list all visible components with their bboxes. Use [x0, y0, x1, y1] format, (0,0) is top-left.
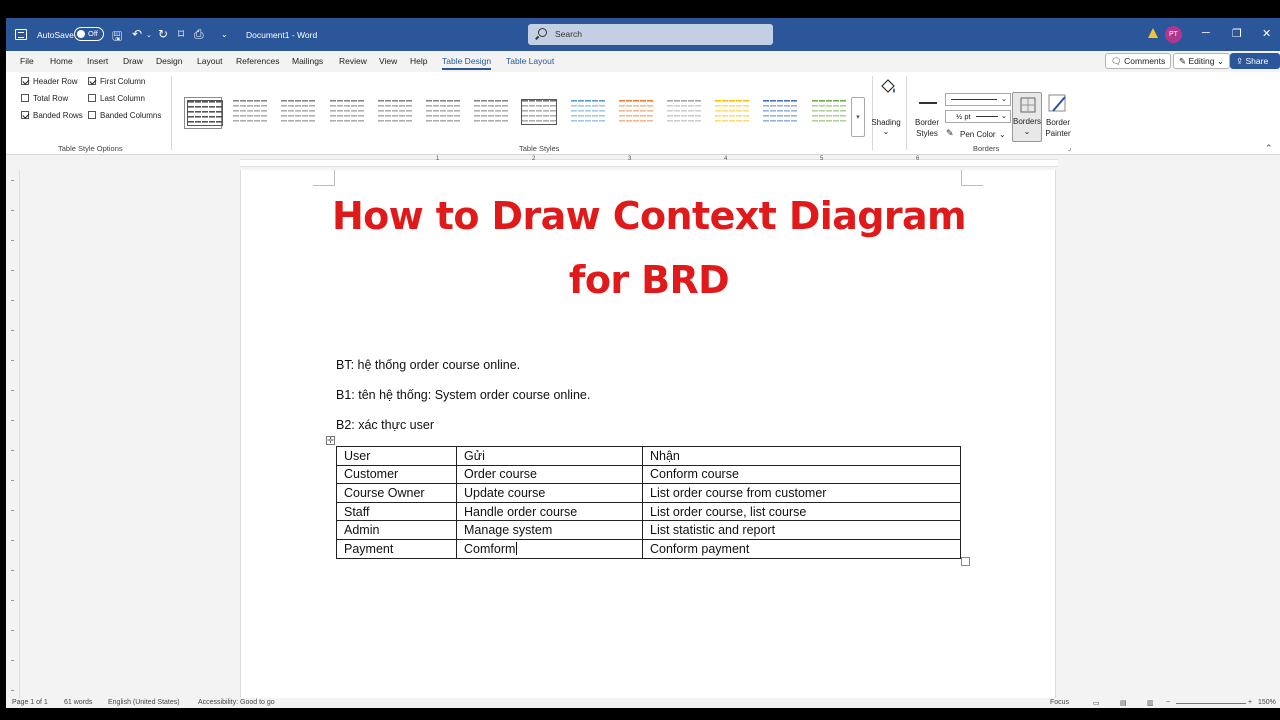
zoom-slider[interactable]: [1176, 703, 1246, 704]
ruler-tick: [11, 510, 14, 511]
table-cell[interactable]: Manage system: [457, 521, 643, 540]
tab-design[interactable]: Design: [156, 56, 183, 66]
word-logo-icon: [15, 29, 27, 40]
collapse-ribbon-icon[interactable]: ⌃: [1265, 143, 1273, 153]
border-styles-label-2: Styles: [916, 129, 938, 138]
borders-group-label: Borders: [973, 144, 1000, 153]
ruler-number: 5: [820, 156, 824, 162]
tab-help[interactable]: Help: [410, 56, 428, 66]
table-style-preview: [811, 99, 847, 125]
gallery-more-icon[interactable]: ▾: [851, 97, 865, 137]
editing-label: Editing: [1188, 56, 1215, 66]
table-cell[interactable]: Customer: [337, 465, 457, 484]
first-column-label: First Column: [100, 77, 146, 86]
web-layout-icon[interactable]: ▥: [1147, 700, 1154, 707]
ruler-tick: [11, 270, 14, 271]
print-preview-icon[interactable]: ⎙: [194, 27, 204, 41]
context-table: [336, 446, 961, 559]
heading-line-2: for BRD: [568, 258, 730, 302]
ruler-number: 2: [532, 156, 536, 162]
ruler-tick: [11, 240, 14, 241]
vertical-ruler[interactable]: [6, 170, 20, 708]
table-row: [337, 521, 961, 540]
table-style-thumbnail[interactable]: [184, 97, 222, 129]
table-style-preview: [570, 99, 606, 125]
table-cell[interactable]: Nhận: [643, 447, 961, 466]
read-mode-icon[interactable]: ▭: [1093, 700, 1100, 707]
table-style-thumbnail[interactable]: [232, 99, 270, 127]
bookmark-icon[interactable]: ⌑: [178, 27, 185, 41]
line-weight-preview: [976, 116, 998, 117]
editing-button[interactable]: ✎ Editing ⌄: [1173, 53, 1230, 69]
search-placeholder: Search: [555, 29, 582, 39]
table-style-preview: [329, 99, 365, 125]
save-icon[interactable]: 🖫: [112, 29, 123, 43]
paragraph-b1: B1: tên hệ thống: System order course online.: [336, 388, 591, 402]
ruler-tick: [11, 300, 14, 301]
tab-table-layout[interactable]: Table Layout: [506, 56, 555, 66]
table-style-preview: [377, 99, 413, 125]
accessibility-status[interactable]: Accessibility: Good to go: [198, 699, 275, 706]
search-box[interactable]: [528, 24, 773, 45]
line-weight-value: ½ pt: [956, 112, 971, 121]
horizontal-ruler[interactable]: [6, 156, 1280, 169]
table-style-thumbnail[interactable]: [570, 99, 608, 127]
share-icon: ⇪: [1236, 56, 1244, 66]
tab-layout[interactable]: Layout: [197, 56, 223, 66]
text-cursor: [516, 542, 517, 555]
table-move-handle-icon[interactable]: ✛: [327, 436, 334, 445]
ruler-tick: [11, 630, 14, 631]
table-cell[interactable]: List order course, list course: [643, 502, 961, 521]
language-status[interactable]: English (United States): [108, 699, 180, 706]
table-cell[interactable]: Gửi: [457, 447, 643, 466]
table-style-preview: [521, 99, 557, 125]
word-count[interactable]: 61 words: [64, 699, 93, 706]
table-row: [337, 539, 961, 558]
table-cell[interactable]: Staff: [337, 502, 457, 521]
border-painter-icon: [1048, 94, 1068, 114]
table-cell-active[interactable]: [457, 539, 643, 558]
first-column-checkbox[interactable]: [88, 77, 96, 85]
total-row-label: Total Row: [33, 94, 69, 103]
chevron-down-icon: ⌄: [1023, 127, 1031, 136]
autosave-toggle[interactable]: [74, 27, 104, 41]
table-style-preview: [425, 99, 461, 125]
tab-review[interactable]: Review: [339, 56, 367, 66]
share-label: Share: [1245, 56, 1269, 66]
table-style-thumbnail[interactable]: [329, 99, 367, 127]
header-row-label: Header Row: [33, 77, 78, 86]
chevron-down-icon: ⌄: [1000, 94, 1007, 103]
last-column-label: Last Column: [100, 94, 145, 103]
ribbon-divider: [872, 76, 873, 150]
banded-rows-checkbox[interactable]: [21, 111, 29, 119]
zoom-out-icon[interactable]: −: [1166, 699, 1171, 706]
comment-icon: 🗨: [1111, 56, 1122, 66]
comments-label: Comments: [1124, 56, 1166, 66]
table-style-thumbnail[interactable]: [714, 99, 752, 127]
table-style-preview: [232, 99, 268, 125]
table-style-thumbnail[interactable]: [811, 99, 849, 127]
margin-corner-mark: [961, 170, 983, 186]
chevron-down-icon: ⌄: [999, 130, 1006, 139]
ruler-number: 3: [628, 156, 632, 162]
heading-line-1: How to Draw Context Diagram: [331, 194, 967, 238]
ruler-tick: [11, 690, 14, 691]
paint-bucket-icon: [877, 76, 897, 96]
word-window: [6, 18, 1280, 708]
line-weight-dropdown[interactable]: [945, 110, 1011, 123]
banded-columns-label: Banded Columns: [100, 111, 162, 120]
header-row-checkbox[interactable]: [21, 77, 29, 85]
borders-button[interactable]: [1012, 92, 1042, 142]
table-style-preview: [762, 99, 798, 125]
ruler-tick: [11, 420, 14, 421]
tab-home[interactable]: Home: [50, 56, 73, 66]
ruler-tick: [11, 570, 14, 571]
table-style-preview: [280, 99, 316, 125]
minimize-icon[interactable]: ─: [1202, 27, 1210, 39]
table-resize-handle[interactable]: [961, 557, 970, 566]
margin-corner-mark: [313, 170, 335, 186]
banded-rows-label: Banded Rows: [33, 111, 83, 120]
shading-label: Shading: [871, 118, 901, 127]
search-icon: [538, 28, 547, 37]
table-style-options-group-label: Table Style Options: [58, 144, 123, 153]
tab-references[interactable]: References: [236, 56, 280, 66]
border-style-line-icon: [919, 102, 937, 104]
total-row-checkbox[interactable]: [21, 94, 29, 102]
border-painter-label-2: Painter: [1045, 129, 1071, 138]
table-style-thumbnail[interactable]: [425, 99, 463, 127]
ruler-tick: [11, 600, 14, 601]
autosave-state: Off: [88, 29, 98, 38]
table-style-thumbnail[interactable]: [521, 99, 559, 127]
ruler-tick: [11, 180, 14, 181]
page-count[interactable]: Page 1 of 1: [12, 699, 48, 706]
ribbon-divider: [171, 76, 172, 150]
table-header-row: [337, 447, 961, 466]
warning-icon[interactable]: [1148, 28, 1158, 38]
ruler-tick: [11, 210, 14, 211]
avatar[interactable]: PT: [1165, 26, 1182, 43]
table-row: [337, 465, 961, 484]
table-cell[interactable]: List order course from customer: [643, 484, 961, 503]
ribbon-tabs: [6, 51, 1280, 72]
focus-button[interactable]: Focus: [1050, 699, 1070, 706]
zoom-in-icon[interactable]: +: [1248, 699, 1253, 706]
document-canvas: [20, 170, 1280, 708]
banded-columns-checkbox[interactable]: [88, 111, 96, 119]
dialog-launcher-icon[interactable]: ⌟: [1068, 145, 1072, 152]
redo-icon[interactable]: ↻: [158, 27, 169, 41]
table-cell[interactable]: List statistic and report: [643, 521, 961, 540]
table-style-thumbnail[interactable]: [473, 99, 511, 127]
autosave-label: AutoSave: [37, 30, 74, 40]
tab-file[interactable]: File: [20, 56, 34, 66]
table-style-preview: [666, 99, 702, 125]
table-cell[interactable]: User: [337, 447, 457, 466]
table-cell[interactable]: Handle order course: [457, 502, 643, 521]
ruler-tick: [11, 480, 14, 481]
zoom-level[interactable]: 150%: [1258, 699, 1276, 706]
border-painter-label-1: Border: [1045, 118, 1070, 127]
table-style-thumbnail[interactable]: [618, 99, 656, 127]
borders-label: Borders: [1013, 117, 1042, 126]
tab-mailings[interactable]: Mailings: [292, 56, 324, 66]
chevron-down-icon: ⌄: [1000, 111, 1007, 120]
undo-dropdown-icon[interactable]: ⌄: [146, 32, 152, 39]
share-button[interactable]: [1230, 53, 1280, 69]
table-cell[interactable]: Course Owner: [337, 484, 457, 503]
paragraph-b2: B2: xác thực user: [336, 418, 434, 432]
ruler-tick: [11, 660, 14, 661]
table-cell[interactable]: Conform course: [643, 465, 961, 484]
table-style-thumbnail[interactable]: [280, 99, 318, 127]
document-title: Document1 - Word: [246, 30, 318, 40]
chevron-down-icon: ⌄: [882, 127, 890, 136]
tab-insert[interactable]: Insert: [87, 56, 109, 66]
cell-text: Comform: [464, 541, 516, 556]
comments-button[interactable]: [1105, 53, 1171, 69]
toggle-knob: [77, 30, 85, 38]
table-style-thumbnail[interactable]: [762, 99, 800, 127]
ruler-tick: [11, 450, 14, 451]
table-row: [337, 502, 961, 521]
print-layout-icon[interactable]: ▤: [1120, 700, 1127, 707]
table-style-preview: [187, 100, 223, 126]
status-bar: [6, 698, 1280, 708]
close-icon[interactable]: ✕: [1262, 28, 1272, 40]
tab-view[interactable]: View: [379, 56, 398, 66]
table-style-preview: [473, 99, 509, 125]
undo-icon[interactable]: ↶: [132, 27, 143, 41]
table-row: [337, 484, 961, 503]
pen-color-label: Pen Color: [960, 130, 996, 139]
paragraph-bt: BT: hệ thống order course online.: [336, 358, 521, 372]
last-column-checkbox[interactable]: [88, 94, 96, 102]
ruler-number: 4: [724, 156, 728, 162]
pen-icon: ✎: [946, 128, 954, 138]
ruler-number: 1: [436, 156, 440, 162]
table-style-preview: [714, 99, 750, 125]
ruler-number: 6: [916, 156, 920, 162]
ruler-tick: [11, 360, 14, 361]
table-styles-gallery: [178, 97, 856, 137]
ribbon-divider: [906, 76, 907, 150]
ruler-tick: [11, 390, 14, 391]
line-style-preview: [951, 99, 997, 100]
restore-icon[interactable]: ❐: [1232, 28, 1242, 40]
table-cell[interactable]: Admin: [337, 521, 457, 540]
pencil-icon: ✎: [1179, 56, 1187, 66]
ribbon-table-design: [6, 72, 1280, 155]
tab-draw[interactable]: Draw: [123, 56, 143, 66]
table-style-thumbnail[interactable]: [377, 99, 415, 127]
document-page[interactable]: [240, 170, 1056, 708]
ruler-tick: [11, 330, 14, 331]
tab-table-design[interactable]: Table Design: [442, 56, 492, 66]
ruler-track: [240, 159, 1058, 167]
ruler-tick: [11, 540, 14, 541]
line-style-dropdown[interactable]: [945, 93, 1011, 106]
customize-qat-icon[interactable]: ⌄: [221, 30, 228, 39]
borders-grid-icon: [1020, 97, 1036, 113]
table-cell[interactable]: Conform payment: [643, 539, 961, 558]
table-cell[interactable]: Payment: [337, 539, 457, 558]
table-cell[interactable]: Order course: [457, 465, 643, 484]
table-style-thumbnail[interactable]: [666, 99, 704, 127]
table-style-preview: [618, 99, 654, 125]
title-bar: [6, 18, 1280, 51]
table-styles-group-label: Table Styles: [519, 144, 560, 153]
table-cell[interactable]: Update course: [457, 484, 643, 503]
border-styles-label-1: Border: [914, 118, 939, 127]
